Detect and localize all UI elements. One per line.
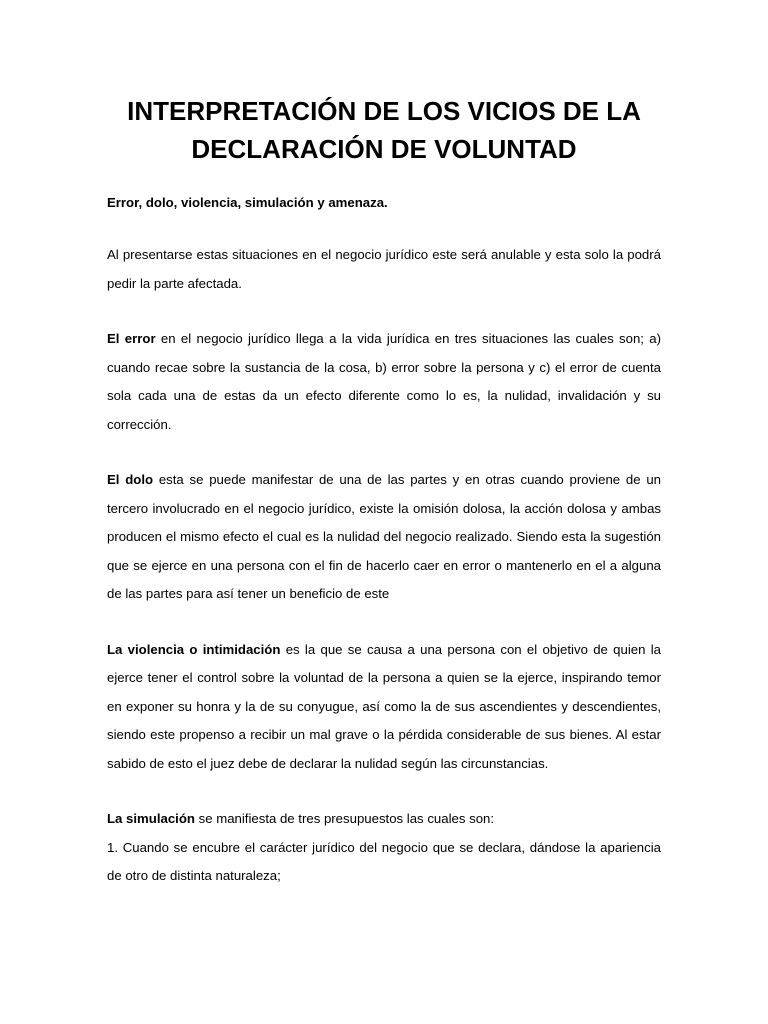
document-title — [107, 92, 661, 168]
dolo-paragraph — [107, 466, 661, 609]
title-line-1: INTERPRETACIÓN DE LOS VICIOS DE LA — [127, 96, 641, 126]
simulacion-text: se manifiesta de tres presupuestos las cuales son: — [194, 811, 495, 826]
document-page — [107, 92, 661, 891]
violencia-paragraph — [107, 636, 661, 779]
list-item: 1. Cuando se encubre el carácter jurídico del negocio que se declara, dándose la apariencia de otro de distinta naturaleza; — [107, 839, 661, 883]
error-heading: El error — [107, 331, 156, 346]
dolo-text: esta se puede manifestar de una de las partes y en otras cuando proviene de un tercero involucrado en el negocio jurídico, existe la omisión dolosa, la acción dolosa y ambas producen el mismo efecto el cual es la nulidad del negocio realizado. Siendo esta la sugestión que se ejerce en una persona con el fin de hacerlo caer en error o mantenerlo en el a alguna de las partes para así tener un beneficio de este — [107, 472, 661, 601]
error-text: en el negocio jurídico llega a la vida jurídica en tres situaciones las cuales son; a) cuando recae sobre la sustancia de la cosa, b) error sobre la persona y c) el error de cuenta sola cada una de estas da un efecto diferente como lo es, la nulidad, invalidación y su corrección. — [107, 331, 661, 432]
document-subtitle: Error, dolo, violencia, simulación y amenaza. — [107, 195, 388, 210]
violencia-text: es la que se causa a una persona con el objetivo de quien la ejerce tener el control sobre la voluntad de la persona a quien se la ejerce, inspirando temor en exponer su honra y la de su conyugue, así como la de sus ascendientes y descendientes, siendo este propenso a recibir un mal grave o la pérdida considerable de sus bienes. Al estar sabido de esto el juez debe de declarar la nulidad según las circunstancias. — [107, 641, 661, 771]
simulacion-paragraph — [107, 805, 661, 834]
title-line-2: DECLARACIÓN DE VOLUNTAD — [191, 134, 577, 164]
violencia-heading: La violencia o intimidación — [107, 641, 281, 657]
error-paragraph — [107, 325, 661, 439]
intro-paragraph: Al presentarse estas situaciones en el negocio jurídico este será anulable y esta solo la podrá pedir la parte afectada. — [107, 247, 661, 291]
simulacion-heading: La simulación — [107, 811, 195, 826]
dolo-heading: El dolo — [107, 472, 154, 487]
